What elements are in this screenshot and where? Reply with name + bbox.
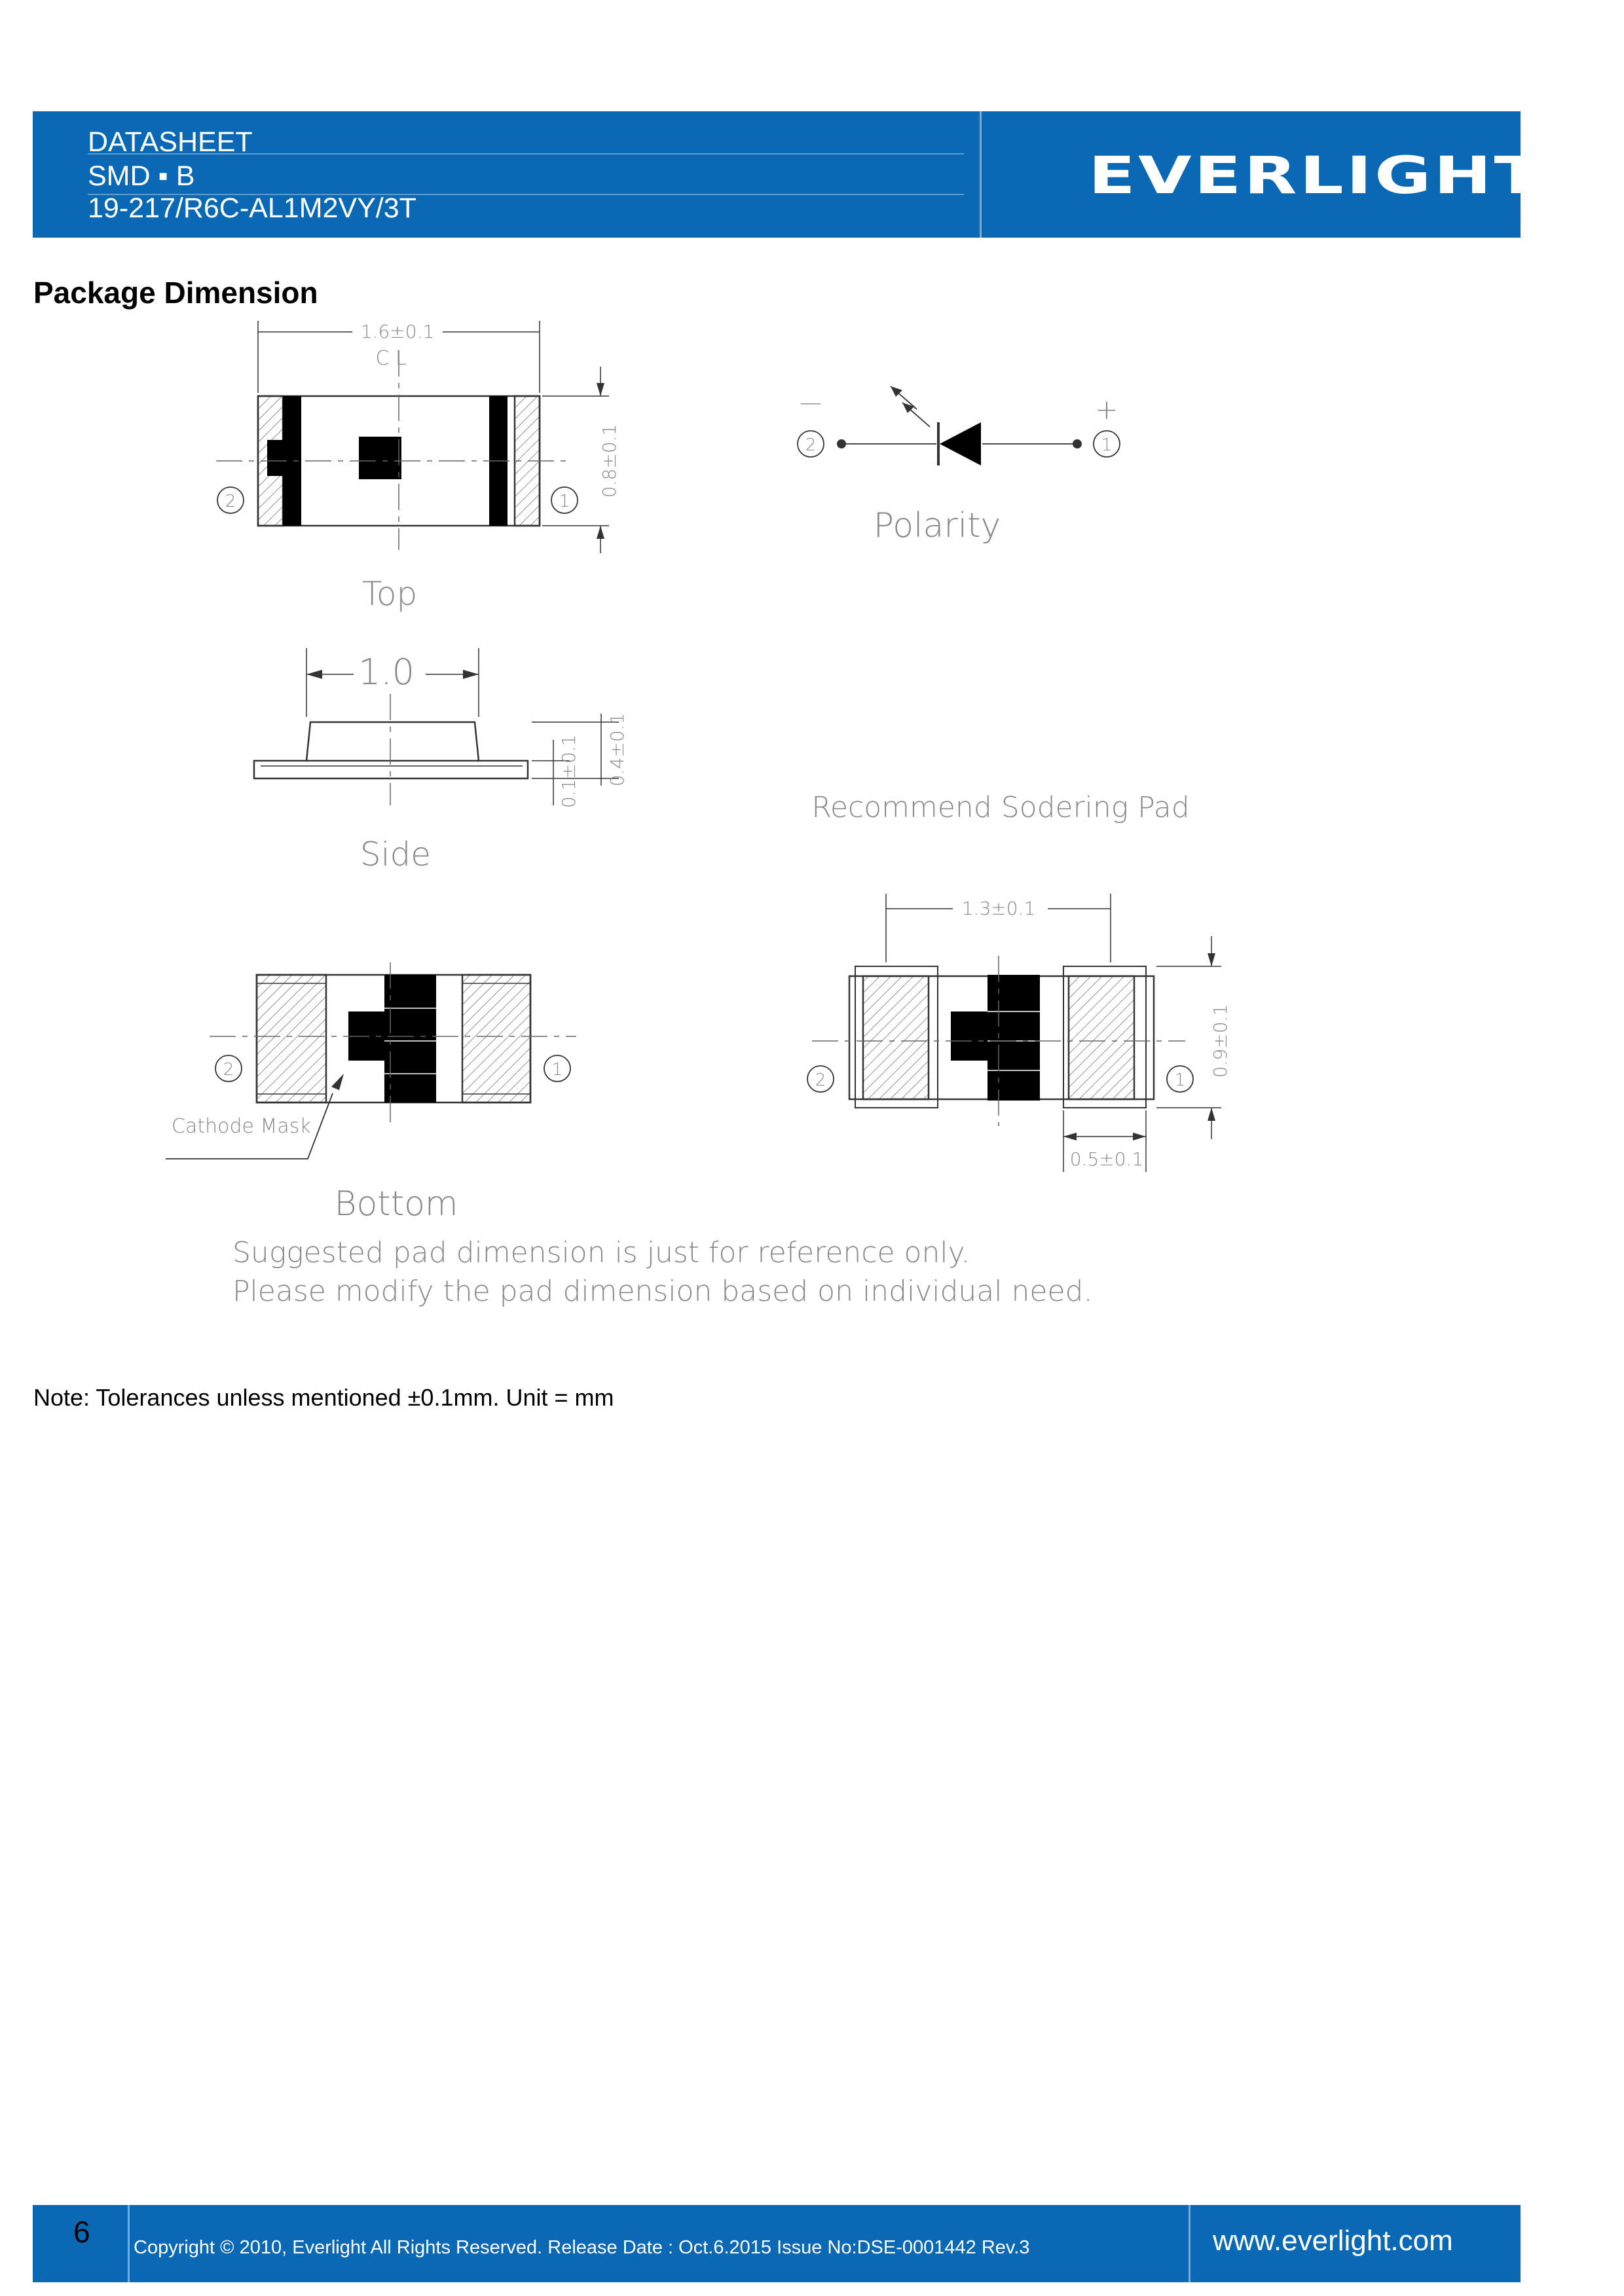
top-height-arrow-up bbox=[597, 526, 604, 539]
side-width-label: 1.0 bbox=[358, 651, 415, 693]
pad-width-label: 1.3±0.1 bbox=[961, 898, 1036, 919]
header-doc-type: DATASHEET bbox=[88, 126, 253, 158]
top-view bbox=[216, 321, 609, 553]
pad-height-arrow-up bbox=[1208, 1108, 1215, 1121]
top-cathode-mark bbox=[267, 440, 301, 476]
top-pin2-label: 2 bbox=[225, 492, 236, 511]
top-chip bbox=[359, 437, 401, 479]
bottom-left-pad bbox=[257, 975, 326, 1102]
side-lens bbox=[306, 722, 479, 761]
diode-triangle-icon bbox=[940, 422, 981, 465]
copyright-text: Copyright © 2010, Everlight All Rights Reserved. Release Date : Oct.6.2015 Issue No:DSE-0001442 Rev.3 bbox=[134, 2237, 1030, 2258]
pad-pin2-label: 2 bbox=[815, 1070, 826, 1090]
cathode-mask-arrow bbox=[331, 1074, 344, 1090]
header-series: SMD ▪ B bbox=[88, 160, 195, 192]
top-pin1-label: 1 bbox=[559, 492, 570, 511]
side-width-arrow-left bbox=[306, 670, 322, 679]
side-view-label: Side bbox=[360, 835, 432, 873]
bottom-chip-column bbox=[384, 975, 436, 1102]
pad-right bbox=[1069, 976, 1134, 1099]
bottom-pin1-label: 1 bbox=[551, 1060, 563, 1080]
solder-pad-view bbox=[807, 894, 1221, 1172]
footer-bar bbox=[33, 2205, 1521, 2282]
bottom-right-pad bbox=[462, 975, 530, 1102]
cathode-mask-label: Cathode Mask bbox=[172, 1115, 311, 1138]
everlight-logo: EVERLIGHT bbox=[1088, 147, 1544, 206]
bottom-view-label: Bottom bbox=[334, 1184, 458, 1224]
suggest-line-2: Please modify the pad dimension based on individual need. bbox=[232, 1275, 1093, 1308]
pad-len-label: 0.5±0.1 bbox=[1069, 1148, 1144, 1170]
polarity-node-right bbox=[1073, 439, 1082, 448]
top-height-arrow-down bbox=[597, 383, 604, 396]
polarity-node-left bbox=[837, 439, 846, 448]
bottom-pin2-label: 2 bbox=[223, 1060, 234, 1080]
tolerance-note: Note: Tolerances unless mentioned ±0.1mm. Unit = mm bbox=[33, 1384, 614, 1411]
polarity-plus-label: + bbox=[1095, 393, 1118, 426]
side-substrate bbox=[254, 761, 528, 778]
side-height-label: 0.4±0.1 bbox=[606, 712, 628, 787]
side-thickness-label: 0.1±0.1 bbox=[558, 734, 580, 809]
pad-len-arrow-right bbox=[1133, 1133, 1146, 1140]
footer-separator bbox=[1189, 2205, 1190, 2282]
pad-chip-column bbox=[987, 975, 1040, 1101]
pad-cathode-mark bbox=[951, 1011, 990, 1061]
polarity-pin1-label: 1 bbox=[1101, 435, 1113, 455]
pad-left bbox=[863, 976, 929, 1099]
side-width-arrow-right bbox=[463, 670, 479, 679]
page-number: 6 bbox=[73, 2215, 90, 2249]
header-part-number: 19-217/R6C-AL1M2VY/3T bbox=[88, 192, 416, 224]
pad-pin1-label: 1 bbox=[1174, 1070, 1186, 1090]
section-title: Package Dimension bbox=[33, 276, 318, 310]
suggest-line-1: Suggested pad dimension is just for reference only. bbox=[232, 1236, 970, 1269]
website-link[interactable]: www.everlight.com bbox=[1213, 2225, 1453, 2257]
polarity-symbol bbox=[798, 386, 1120, 465]
top-view-label: Top bbox=[361, 575, 418, 613]
polarity-label: Polarity bbox=[873, 506, 1001, 545]
footer-separator bbox=[128, 2205, 130, 2282]
pad-title: Recommend Sodering Pad bbox=[811, 791, 1190, 824]
polarity-minus-label: — bbox=[800, 390, 822, 416]
pad-len-arrow-left bbox=[1063, 1133, 1077, 1140]
top-height-label: 0.8±0.1 bbox=[599, 424, 620, 498]
pad-height-arrow-down bbox=[1208, 953, 1215, 966]
top-centerline-label: C L bbox=[375, 347, 407, 370]
top-width-label: 1.6±0.1 bbox=[360, 321, 435, 342]
pad-height-label: 0.9±0.1 bbox=[1209, 1004, 1231, 1078]
polarity-pin2-label: 2 bbox=[805, 435, 817, 455]
